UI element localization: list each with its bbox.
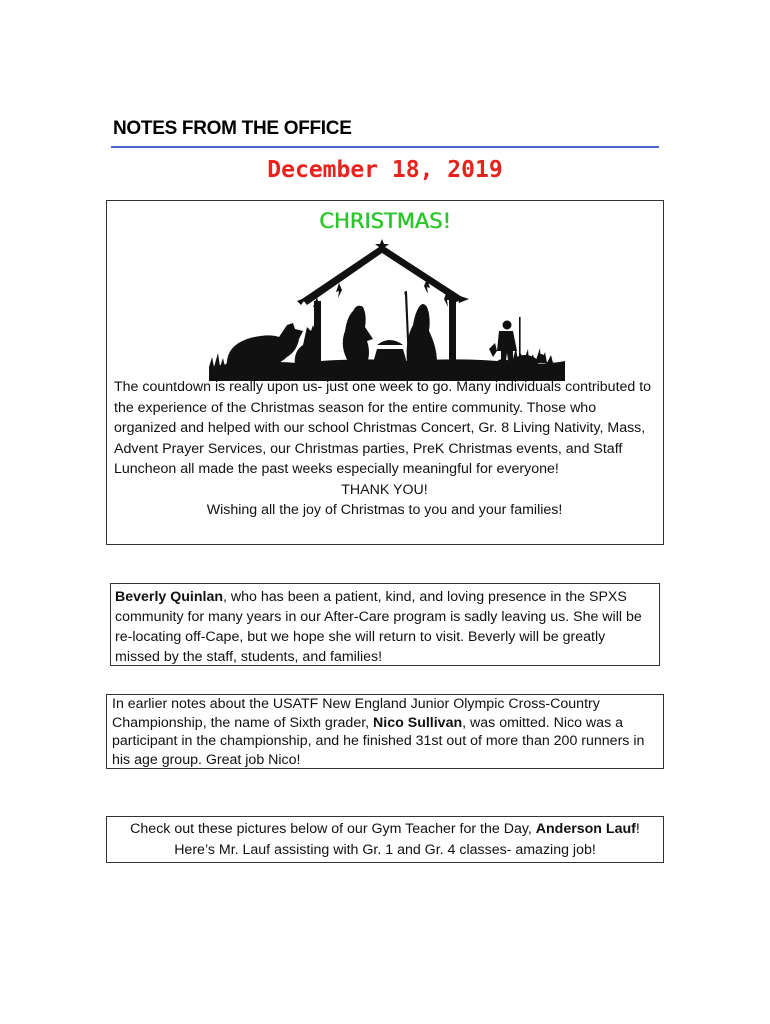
sullivan-text-before: In earlier notes about the USATF New England Junior Olympic Cross-Country Championship, the name of Sixth grader,: [112, 696, 600, 731]
thank-you-line: THANK YOU!: [341, 481, 428, 498]
gym-text-before: Check out these pictures below of our Gym Teacher for the Day,: [130, 821, 536, 837]
christmas-heading: CHRISTMAS!: [319, 209, 451, 233]
gym-text-after: ! Here’s Mr. Lauf assisting with Gr. 1 and Gr. 4 classes- amazing job!: [174, 821, 640, 858]
christmas-notice-text: [114, 377, 655, 521]
wishing-line: Wishing all the joy of Christmas to you and your families!: [206, 502, 563, 518]
nativity-silhouette-image: [207, 239, 567, 381]
sullivan-notice-box: [106, 694, 664, 769]
gym-teacher-name: Anderson Lauf: [535, 821, 636, 837]
sullivan-text-after: , was omitted. Nico was a participant in the championship, and he finished 31st out of more than 200 runners in his age group. Great job Nico!: [112, 714, 645, 768]
quinlan-notice-box: [110, 583, 660, 666]
quinlan-text: , who has been a patient, kind, and loving presence in the SPXS community for many years in our After-Care program is sadly leaving us. She will be re-locating off-Cape, but we hope she will return to visit. Beverly will be greatly missed by the staff, students, and families!: [115, 589, 642, 665]
title-underline: [111, 146, 659, 148]
sullivan-name: Nico Sullivan: [373, 714, 463, 731]
quinlan-name: Beverly Quinlan: [115, 589, 224, 605]
christmas-notice-box: [106, 200, 664, 545]
countdown-paragraph: The countdown is really upon us- just one week to go. Many individuals contributed to the experience of the Christmas season for the entire community. Those who organized and helped with our school Christmas Concert, Gr. 8 Living Nativity, Mass, Advent Prayer Services, our Christmas parties, PreK Christmas events, and Staff Luncheon all made the past weeks especially meaningful for everyone!: [114, 379, 652, 477]
page-title: NOTES FROM THE OFFICE: [113, 118, 352, 139]
gym-teacher-notice-box: [106, 816, 664, 863]
date-heading: December 18, 2019: [267, 157, 503, 183]
